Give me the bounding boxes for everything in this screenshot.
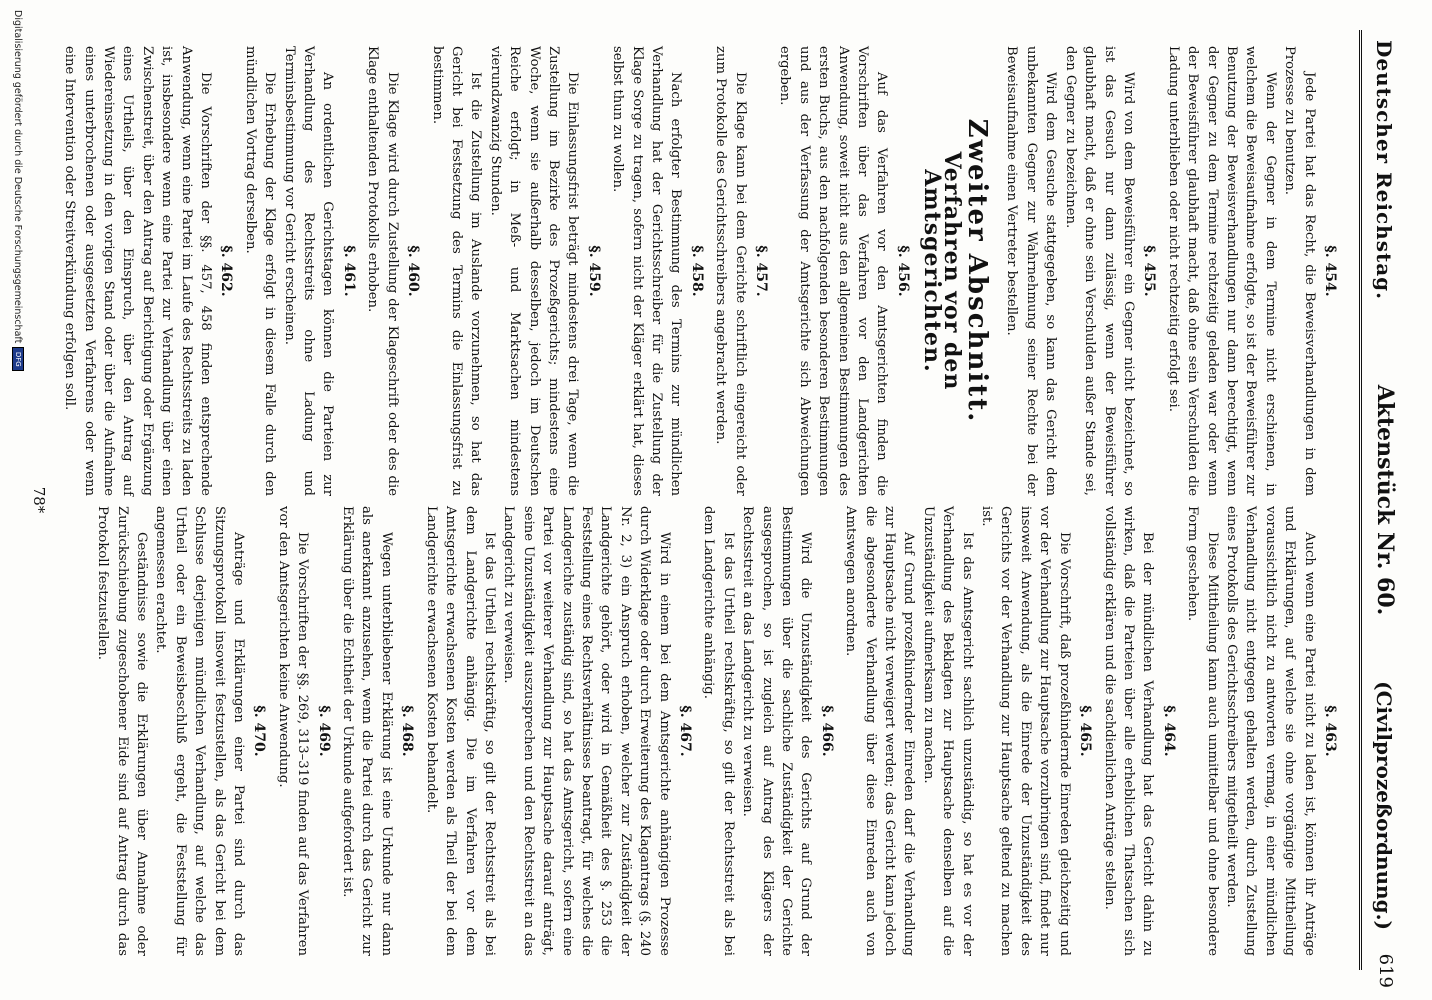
header-page-number: 619: [1375, 953, 1396, 988]
section-number: §. 461.: [340, 245, 357, 297]
section-number: §. 462.: [218, 245, 235, 297]
paragraph: Die Vorschriften der §§. 269, 313–319 finden auf das Verfahren vor den Amtsgerichten keine Anwendung.: [275, 506, 311, 956]
section-number: §. 454.: [1322, 245, 1338, 297]
paragraph: Diese Mittheilung kann auch unmittelbar und ohne besondere Form geschehen.: [1185, 506, 1220, 956]
part-subtitle: Verfahren vor den Amtsgerichten.: [919, 151, 965, 391]
paragraph: Die Erhebung der Klage erfolgt in diesem Falle durch den mündlichen Vortrag derselben.: [242, 46, 278, 496]
paragraph: Wird die Unzuständigkeit des Gerichts auf Grund der Bestimmungen über die sachliche Zuständigkeit der Gerichte ausgesprochen, so ist zugleich auf Antrag des Klägers der Rechtsstreit an das Landgericht zu verweisen.: [740, 506, 814, 956]
paragraph: Wird dem Gesuche stattgegeben, so kann das Gericht dem unbekannten Gegner zur Wahrnehmung seiner Rechte bei der Beweisaufnahme einen Vertreter bestellen.: [1004, 46, 1059, 496]
section-number: §. 464.: [1160, 705, 1177, 757]
paragraph: Anträge und Erklärungen einer Partei sind durch das Sitzungsprotokoll insoweit festzustellen, als das Gericht bei dem Schlusse derjenigen mündlichen Verhandlung, auf welche das Urtheil oder ein Beweisbeschluß ergeht, die Feststellung für angemessen erachtet.: [153, 506, 247, 956]
paragraph: Auf Grund prozeßhindernder Einreden darf die Verhandlung zur Hauptsache nicht verweigert werden; das Gericht kann jedoch die abgesonderte Verhandlung über diese Einreden auch von Amtswegen anordnen.: [843, 506, 917, 956]
dfg-logo: DFG: [12, 347, 24, 371]
paragraph: Die Klage wird durch Zustellung der Klageschrift oder des die Klage enthaltenden Protokolls erhoben.: [365, 46, 400, 496]
section-number: §. 459.: [585, 245, 602, 297]
paragraph: Bei der mündlichen Verhandlung hat das Gericht dahin zu wirken, daß die Parteien über alle erheblichen Thatsachen sich vollständig erklären und die sachdienlichen Anträge stellen.: [1101, 506, 1156, 956]
paragraph: Geständnisse sowie die Erklärungen über Annahme oder Zurückschiebung zugeschobener Eide sind auf Antrag durch das Protokoll festzustellen.: [95, 506, 150, 956]
header-center: Aktenstück Nr. 60.: [1372, 384, 1398, 616]
paragraph: Ist die Zustellung im Auslande vorzunehmen, so hat das Gericht bei Festsetzung des Termins die Einlassungsfrist zu bestimmen.: [429, 46, 484, 496]
paragraph: Nach erfolgter Bestimmung des Termins zur mündlichen Verhandlung hat der Gerichtsschreiber für die Zustellung der Klage Sorge zu tragen, sofern nicht der Kläger erklärt hat, dieses selbst thun zu wollen.: [610, 46, 684, 496]
paragraph: Wird in einem bei dem Amtsgerichte anhängigen Prozesse durch Widerklage oder durch Erweiterung des Klagantrags (§. 240 Nr. 2, 3) ein Anspruch erhoben, welcher zur Zuständigkeit der Landgerichte gehört, oder wird in Gemäßheit des §. 253 die Feststellung eines Rechtsverhältnisses beantragt, für welches die Landgerichte zuständig sind, so hat das Amtsgericht, sofern eine Partei vor weiterer Verhandlung zur Hauptsache darauf anträgt, seine Unzuständigkeit auszusprechen und den Rechtsstreit an das Landgericht zu verweisen.: [501, 506, 672, 956]
paragraph: Wird von dem Beweisführer ein Gegner nicht bezeichnet, so ist das Gesuch nur dann zulässig, wenn der Beweisführer glaubhaft macht, daß er ohne sein Verschulden außer Stande sei, den Gegner zu bezeichnen.: [1062, 46, 1136, 496]
section-number: §. 465.: [1077, 705, 1094, 757]
paragraph: Die Klage kann bei dem Gerichte schriftlich eingereicht oder zum Protokolle des Gerichtsschreibers angebracht werden.: [713, 46, 748, 496]
section-number: §. 466.: [818, 705, 835, 757]
header-right: (Civilprozeßordnung.): [1372, 681, 1396, 930]
section-number: §. 470.: [251, 705, 268, 757]
paragraph: Ist das Urtheil rechtskräftig, so gilt der Rechtsstreit als bei dem Landgerichte anhängig.: [701, 506, 736, 956]
signature-mark: 78*: [30, 486, 48, 514]
paragraph: Wegen unterbliebener Erklärung ist eine Urkunde nur dann als anerkannt anzusehen, wenn die Partei durch das Gericht zur Erklärung über die Echtheit der Urkunde aufgefordert ist.: [340, 506, 394, 956]
paragraph: An ordentlichen Gerichtstagen können die Parteien zur Verhandlung des Rechtsstreits ohne Ladung und Terminsbestimmung vor Gericht erscheinen.: [281, 46, 336, 496]
paragraph: Die Vorschrift, daß prozeßhindernde Einreden gleichzeitig und vor der Verhandlung zur Hauptsache vorzubringen sind, findet nur insoweit Anwendung, als die Einrede der Unzuständigkeit des Gerichts vor der Verhandlung zur Hauptsache geltend zu machen ist.: [979, 506, 1072, 956]
paragraph: Ist das Amtsgericht sachlich unzuständig, so hat es vor der Verhandlung des Beklagten zur Hauptsache denselben auf die Unzuständigkeit aufmerksam zu machen.: [920, 506, 975, 956]
paragraph: Wenn der Gegner in dem Termine nicht erschienen, in welchem die Beweisaufnahme erfolgte, so ist der Beweisführer zur Benutzung der Beweisverhandlungen nur dann berechtigt, wenn der Gegner zu dem Termine rechtzeitig geladen war oder wenn der Beweisführer glaubhaft macht, daß ohne sein Verschulden die Ladung unterblieben oder nicht rechtzeitig erfolgt sei.: [1165, 46, 1278, 496]
section-number: §. 457.: [753, 245, 770, 297]
section-number: §. 460.: [405, 245, 422, 297]
section-number: §. 467.: [677, 705, 693, 757]
section-number: §. 455.: [1141, 245, 1158, 297]
paragraph: Auch wenn eine Partei nicht zu laden ist, können ihr Anträge und Erklärungen, auf welche sie ohne vorgängige Mittheilung voraussichtlich nicht zu antworten vermag, in einer mündlichen Verhandlung nicht entgegen gehalten werden, durch Zustellung eines Protokolls des Gerichtsschreibers mitgetheilt werden.: [1223, 506, 1317, 956]
page-header: [1359, 30, 1402, 988]
section-number: §. 458.: [688, 245, 705, 297]
paragraph: Ist das Urtheil rechtskräftig, so gilt der Rechtsstreit als bei dem Landgerichte anhängig. Die im Verfahren vor dem Amtsgerichte erwachsenen Kosten werden als Theil der bei dem Landgerichte erwachsenen Kosten behandelt.: [423, 506, 497, 956]
digitization-text: Digitalisierung gefördert durch die Deutsche Forschungsgemeinschaft: [12, 10, 24, 344]
paragraph: Jede Partei hat das Recht, die Beweisverhandlungen in dem Prozesse zu benutzen.: [1282, 46, 1317, 496]
header-left: Deutscher Reichstag.: [1372, 40, 1396, 301]
paragraph: Die Einlassungsfrist beträgt mindestens drei Tage, wenn die Zustellung im Bezirke des Prozeßgerichts; mindestens eine Woche, wenn sie außerhalb desselben, jedoch im Deutschen Reiche erfolgt; in Meß- und Marktsachen mindestens vierundzwanzig Stunden.: [487, 46, 581, 496]
section-number: §. 469.: [315, 705, 332, 757]
part-title: Zweiter Abschnitt.: [962, 118, 993, 424]
digitization-note: [12, 10, 24, 371]
paragraph: Auf das Verfahren vor den Amtsgerichten finden die Vorschriften über das Verfahren vor den Landgerichten Anwendung, soweit nicht aus den allgemeinen Bestimmungen des ersten Buchs, aus den nachfolgenden besonderen Bestimmungen und aus der Verfassung der Amtsgerichte sich Abweichungen ergeben.: [777, 46, 890, 496]
section-number: §. 468.: [399, 705, 416, 757]
left-column: [60, 46, 1344, 496]
section-number: §. 456.: [894, 245, 911, 297]
paragraph: Die Vorschriften der §§. 457, 458 finden entsprechende Anwendung, wenn eine Partei im Laufe des Rechtsstreits zu laden ist, insbesondere wenn eine Partei zur Verhandlung über einen Zwischenstreit, über den Antrag auf Berichtigung oder Ergänzung eines Urtheils, über den Einspruch, über den Antrag auf Wiedereinsetzung in den vorigen Stand oder über die Aufnahme eines unterbrochenen oder ausgesetzten Verfahrens oder wenn eine Intervention oder Streitverkündung erfolgen soll.: [62, 46, 214, 496]
part-heading: [919, 46, 993, 496]
right-column: [93, 506, 1344, 956]
section-number: §. 463.: [1322, 705, 1338, 757]
